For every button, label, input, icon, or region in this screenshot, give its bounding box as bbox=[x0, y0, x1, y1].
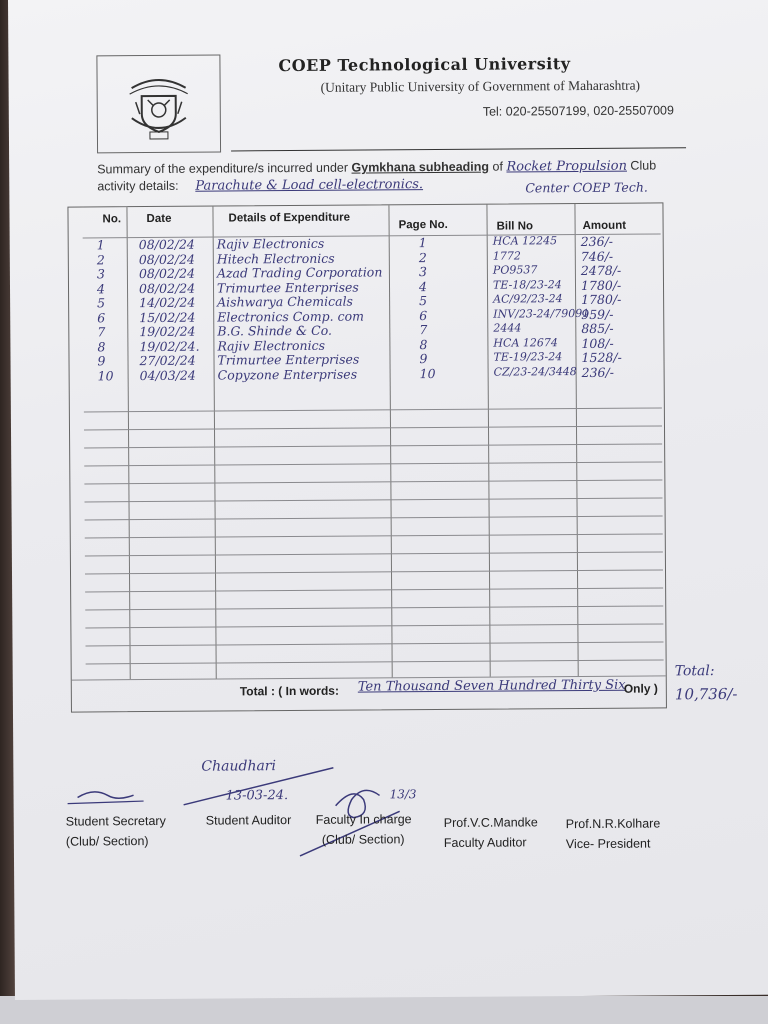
faculty-auditor-name: Prof.V.C.Mandke bbox=[443, 815, 538, 830]
student-secretary-section: (Club/ Section) bbox=[65, 834, 149, 849]
row-date: 08/02/24 bbox=[138, 251, 196, 267]
header-details: Details of Expenditure bbox=[228, 211, 350, 225]
row-amount: 2478/- bbox=[580, 262, 622, 279]
total-in-words: Ten Thousand Seven Hundred Thirty Six bbox=[357, 677, 626, 695]
row-no: 5 bbox=[97, 295, 106, 311]
vice-president-title: Vice- President bbox=[565, 836, 651, 852]
row-bill-no: TE-18/23-24 bbox=[492, 277, 562, 292]
document-page bbox=[8, 0, 768, 1000]
side-total-label: Total: bbox=[674, 663, 715, 680]
row-date: 14/02/24 bbox=[139, 294, 196, 311]
row-amount: 1780/- bbox=[580, 277, 622, 293]
expenditure-table bbox=[67, 202, 667, 712]
row-no: 10 bbox=[97, 367, 114, 383]
row-bill-no: AC/92/23-24 bbox=[493, 292, 563, 306]
header-no: No. bbox=[102, 213, 122, 226]
row-date: 08/02/24 bbox=[138, 265, 196, 282]
row-date: 15/02/24 bbox=[139, 309, 196, 325]
vice-president-name: Prof.N.R.Kolhare bbox=[565, 816, 661, 832]
row-date: 19/02/24 bbox=[139, 323, 196, 340]
row-details: Rajiv Electronics bbox=[217, 337, 326, 354]
university-telephone: Tel: 020-25507199, 020-25507009 bbox=[482, 103, 674, 119]
row-date: 04/03/24 bbox=[139, 367, 196, 383]
row-no: 6 bbox=[97, 309, 106, 325]
row-page-no: 10 bbox=[419, 365, 436, 381]
row-bill-no: CZ/23-24/3448 bbox=[493, 364, 577, 379]
vice-president-signature bbox=[566, 813, 661, 854]
header-page-no: Page No. bbox=[398, 218, 448, 232]
row-bill-no: PO9537 bbox=[492, 263, 538, 277]
row-date: 08/02/24 bbox=[138, 280, 196, 296]
club-name: Rocket Propulsion bbox=[506, 158, 627, 175]
university-subtitle: (Unitary Public University of Government of Maharashtra) bbox=[320, 77, 641, 95]
row-page-no: 4 bbox=[418, 278, 428, 294]
row-amount: 959/- bbox=[581, 306, 614, 322]
summary-subheading: Gymkhana subheading bbox=[351, 159, 490, 175]
activity-value: Parachute & Load cell-electronics. bbox=[195, 177, 424, 194]
row-details: Electronics Comp. com bbox=[217, 308, 365, 325]
faculty-handwritten-date: 13/3 bbox=[389, 787, 417, 802]
faculty-incharge-section: (Club/ Section) bbox=[321, 832, 405, 847]
row-no: 8 bbox=[97, 338, 106, 354]
row-details: Trimurtee Enterprises bbox=[217, 351, 360, 368]
row-page-no: 9 bbox=[419, 351, 428, 367]
total-only: Only ) bbox=[623, 681, 658, 696]
row-date: 19/02/24. bbox=[139, 338, 200, 354]
row-no: 1 bbox=[96, 237, 105, 253]
row-details: Trimurtee Enterprises bbox=[216, 279, 359, 296]
row-page-no: 7 bbox=[419, 322, 428, 338]
row-no: 2 bbox=[96, 251, 105, 267]
row-amount: 108/- bbox=[581, 335, 614, 351]
row-details: Aishwarya Chemicals bbox=[217, 293, 354, 310]
university-name: COEP Technological University bbox=[278, 54, 571, 76]
student-secretary-title: Student Secretary bbox=[65, 813, 166, 829]
row-amount: 236/- bbox=[580, 233, 614, 250]
row-page-no: 8 bbox=[419, 336, 428, 352]
faculty-incharge-signature bbox=[316, 809, 412, 850]
header-date: Date bbox=[146, 212, 172, 226]
side-total-value: 10,736/- bbox=[674, 684, 738, 704]
row-page-no: 5 bbox=[419, 293, 428, 309]
student-auditor-signature bbox=[206, 810, 292, 831]
row-no: 9 bbox=[97, 353, 106, 369]
row-date: 08/02/24 bbox=[138, 236, 195, 253]
row-details: Azad Trading Corporation bbox=[216, 264, 383, 281]
summary-prefix: Summary of the expenditure/s incurred under bbox=[97, 160, 349, 177]
row-date: 27/02/24 bbox=[139, 352, 196, 369]
university-seal-icon bbox=[125, 68, 192, 142]
auditor-handwritten-name: Chaudhari bbox=[201, 758, 277, 775]
header-amount: Amount bbox=[582, 219, 627, 232]
row-amount: 236/- bbox=[581, 364, 614, 380]
club-label: Club bbox=[630, 158, 657, 173]
background-bottom bbox=[0, 996, 768, 1024]
row-bill-no: 2444 bbox=[493, 321, 522, 335]
row-no: 7 bbox=[97, 324, 106, 340]
row-bill-no: INV/23-24/79091 bbox=[493, 306, 590, 321]
summary-line bbox=[97, 157, 657, 178]
row-no: 3 bbox=[96, 266, 105, 282]
summary-of: of bbox=[492, 159, 503, 174]
row-amount: 746/- bbox=[580, 248, 614, 264]
row-page-no: 2 bbox=[418, 249, 427, 265]
auditor-handwritten-date: 13-03-24. bbox=[225, 788, 289, 804]
logo-box bbox=[96, 55, 221, 154]
row-details: Copyzone Enterprises bbox=[217, 366, 358, 383]
row-amount: 1528/- bbox=[581, 349, 622, 366]
faculty-auditor-title: Faculty Auditor bbox=[443, 835, 527, 850]
center-note: Center COEP Tech. bbox=[525, 179, 648, 196]
header-divider bbox=[231, 147, 686, 151]
row-page-no: 6 bbox=[419, 307, 428, 323]
faculty-auditor-signature bbox=[444, 812, 538, 853]
row-page-no: 3 bbox=[418, 264, 427, 280]
row-details: Hitech Electronics bbox=[216, 250, 335, 267]
row-bill-no: 1772 bbox=[492, 248, 521, 263]
header-bill-no: Bill No bbox=[496, 220, 534, 233]
student-secretary-signature bbox=[66, 811, 166, 852]
row-details: Rajiv Electronics bbox=[216, 235, 325, 252]
row-no: 4 bbox=[96, 280, 106, 296]
row-amount: 1780/- bbox=[581, 291, 622, 308]
row-details: B.G. Shinde & Co. bbox=[217, 322, 332, 339]
row-bill-no: HCA 12674 bbox=[493, 335, 558, 350]
faculty-incharge-title: Faculty In charge bbox=[315, 812, 412, 827]
total-label: Total : ( In words: bbox=[239, 683, 339, 699]
row-bill-no: TE-19/23-24 bbox=[493, 350, 563, 364]
student-auditor-title: Student Auditor bbox=[205, 813, 292, 828]
row-amount: 885/- bbox=[581, 320, 614, 337]
row-page-no: 1 bbox=[418, 235, 427, 251]
activity-label: activity details: bbox=[97, 178, 179, 194]
row-bill-no: HCA 12245 bbox=[492, 234, 558, 248]
